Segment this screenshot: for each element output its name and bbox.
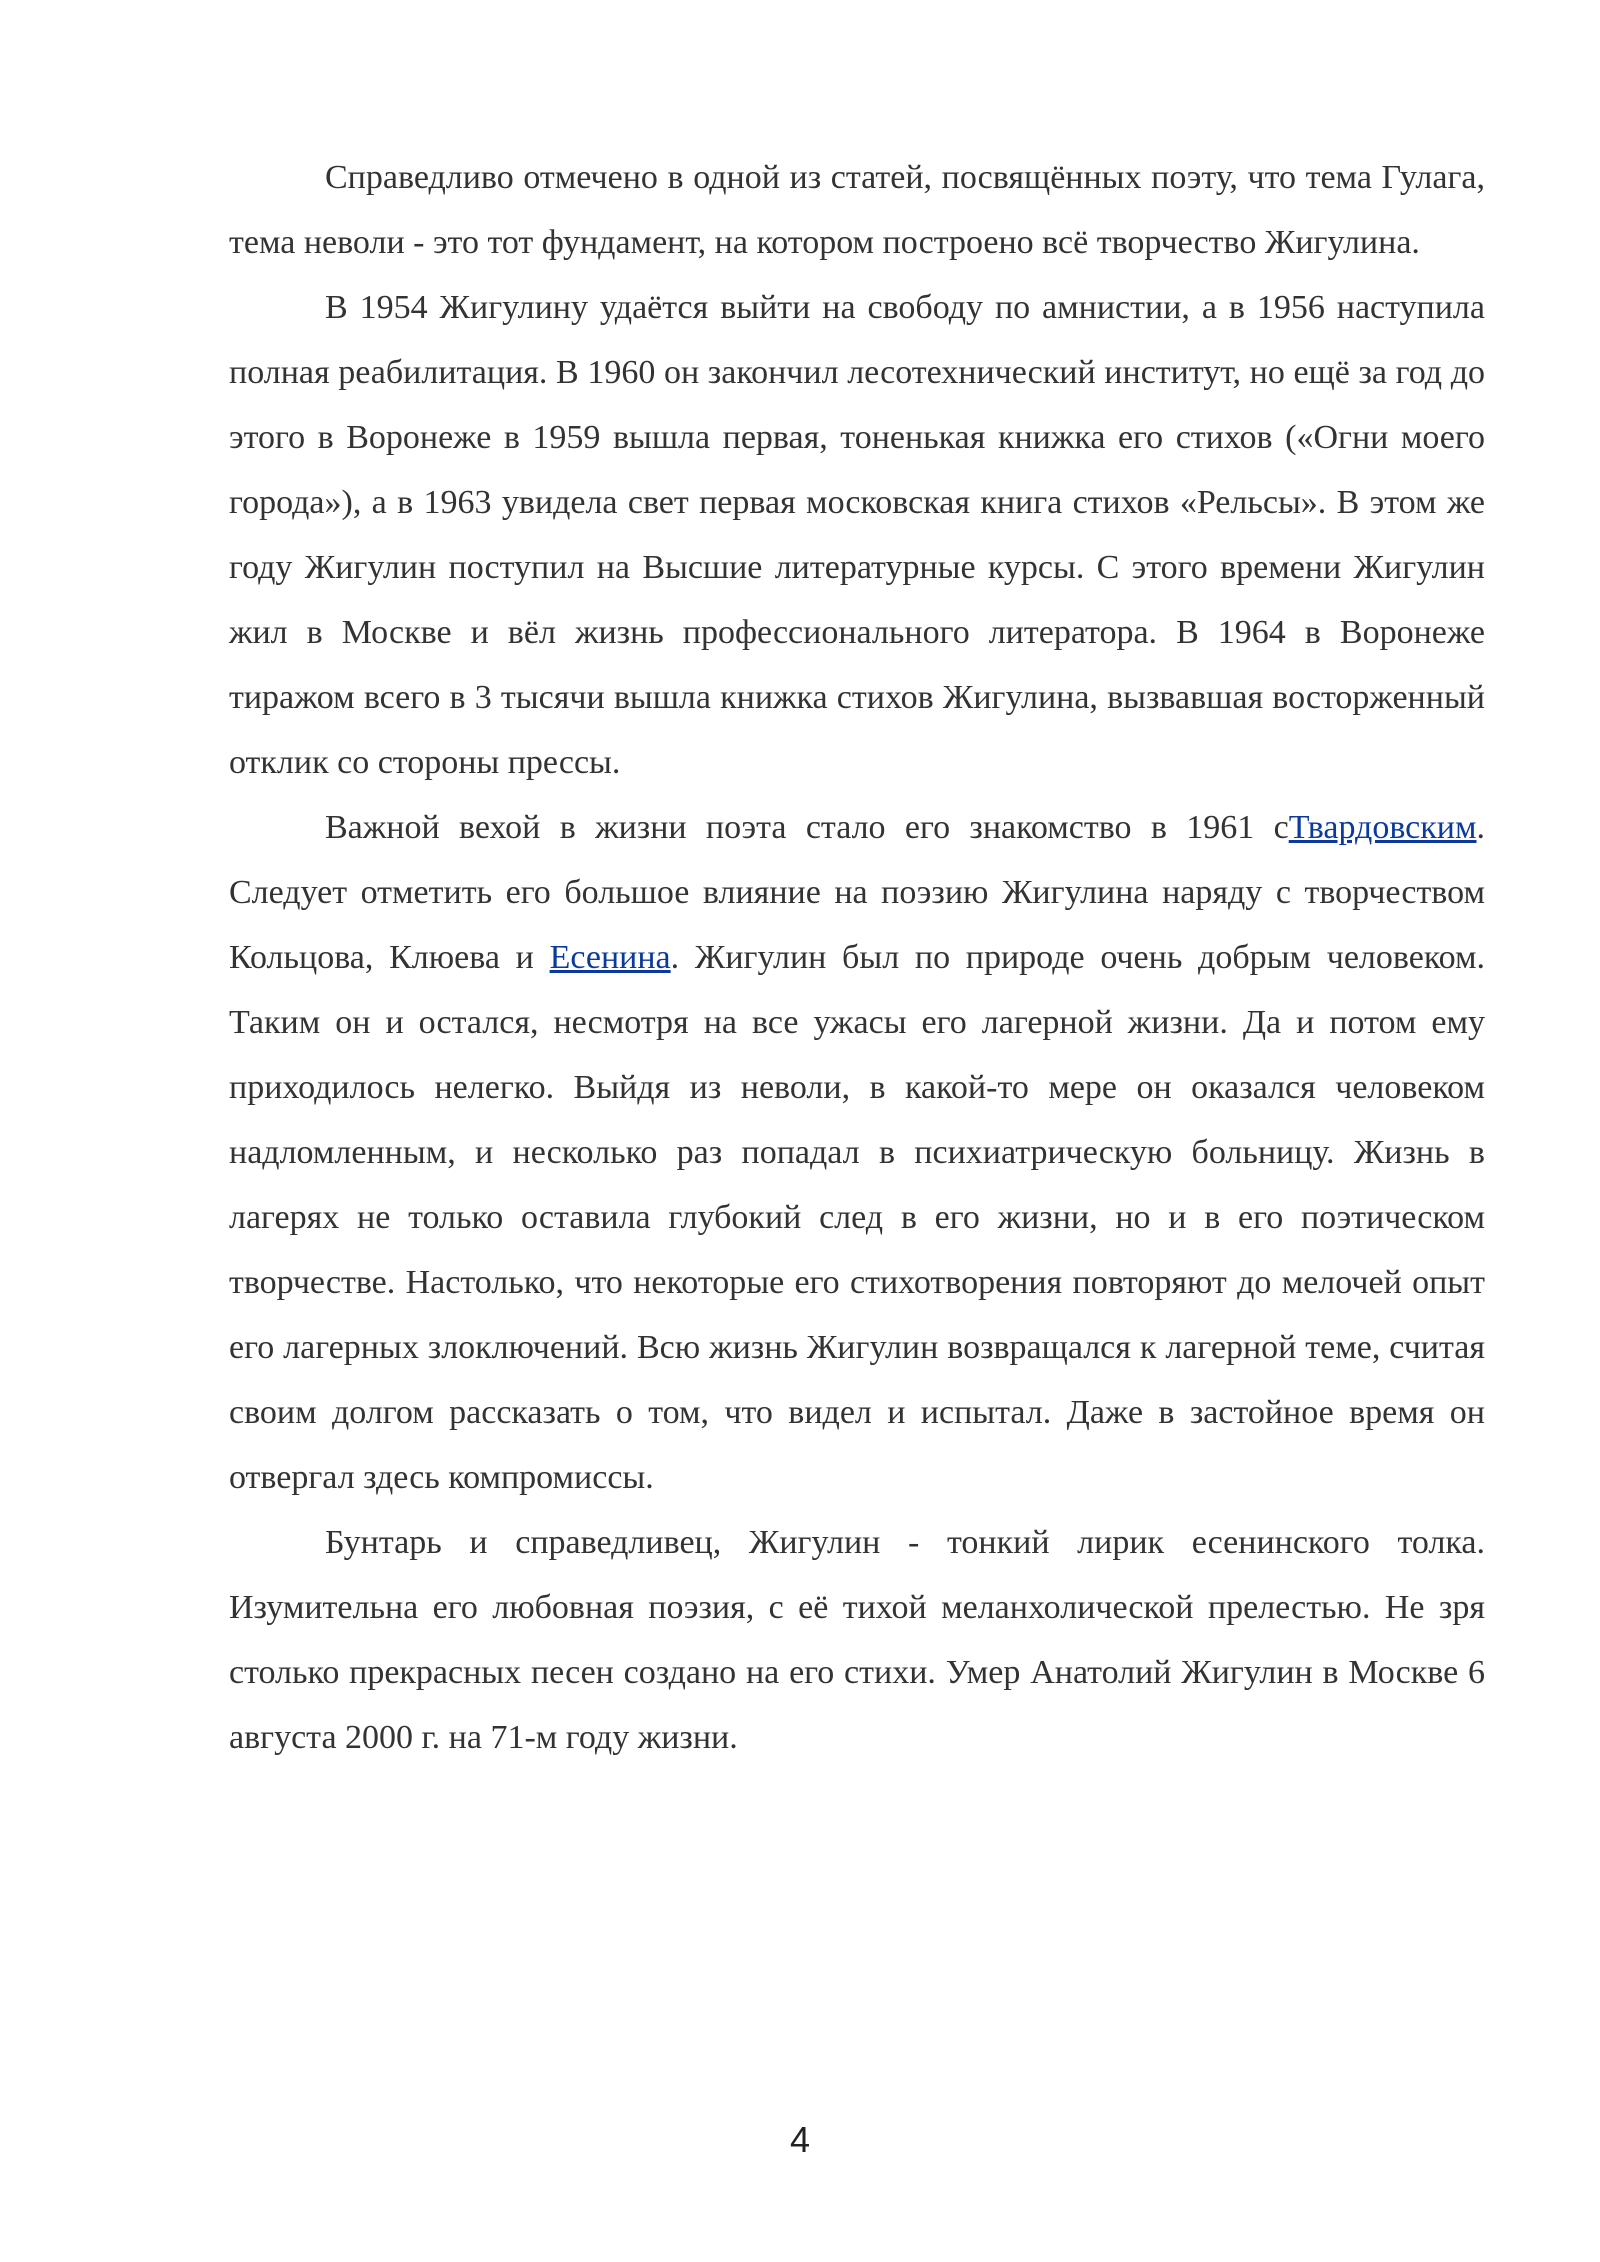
paragraph-text-segment: . Следует отметить его большое влияние на поэзию Жигулина наряду с творчеством Кольцова, Клюева и bbox=[229, 809, 1485, 976]
document-body bbox=[229, 145, 1485, 1770]
esenin-link[interactable]: Есенина bbox=[549, 939, 671, 976]
paragraph-text-segment: Важной вехой в жизни поэта стало его знакомство в 1961 с bbox=[325, 809, 1289, 846]
paragraph-gulag-theme: Справедливо отмечено в одной из статей, посвящённых поэту, что тема Гулага, тема неволи - это тот фундамент, на котором построено всё творчество Жигулина. bbox=[229, 159, 1485, 261]
paragraph-text-segment: . Жигулин был по природе очень добрым человеком. Таким он и остался, несмотря на все ужасы его лагерной жизни. Да и потом ему приходилось нелегко. Выйдя из неволи, в какой-то мере он оказался человеком надломленным, и несколько раз попадал в психиатрическую больницу. Жизнь в лагерях не только оставила глубокий след в его жизни, но и в его поэтическом творчестве. Настолько, что некоторые его стихотворения повторяют до мелочей опыт его лагерных злоключений. Всю жизнь Жигулин возвращался к лагерной теме, считая своим долгом рассказать о том, что видел и испытал. Даже в застойное время он отвергал здесь компромиссы. bbox=[229, 939, 1485, 1496]
paragraph-lyricist: Бунтарь и справедливец, Жигулин - тонкий лирик есенинского толка. Изумительна его любовная поэзия, с её тихой меланхолической прелестью. Не зря столько прекрасных песен создано на его стихи. Умер Анатолий Жигулин в Москве 6 августа 2000 г. на 71-м году жизни. bbox=[229, 1524, 1485, 1756]
page-number: 4 bbox=[789, 2119, 811, 2160]
paragraph-tvardovsky bbox=[229, 795, 1485, 1510]
tvardovsky-link[interactable]: Твардовским bbox=[1288, 809, 1477, 846]
paragraph-rehabilitation: В 1954 Жигулину удаётся выйти на свободу по амнистии, а в 1956 наступила полная реабилитация. В 1960 он закончил лесотехнический институт, но ещё за год до этого в Воронеже в 1959 вышла первая, тоненькая книжка его стихов («Огни моего города»), а в 1963 увидела свет первая московская книга стихов «Рельсы». В этом же году Жигулин поступил на Высшие литературные курсы. С этого времени Жигулин жил в Москве и вёл жизнь профессионального литератора. В 1964 в Воронеже тиражом всего в 3 тысячи вышла книжка стихов Жигулина, вызвавшая восторженный отклик со стороны прессы. bbox=[229, 289, 1485, 781]
